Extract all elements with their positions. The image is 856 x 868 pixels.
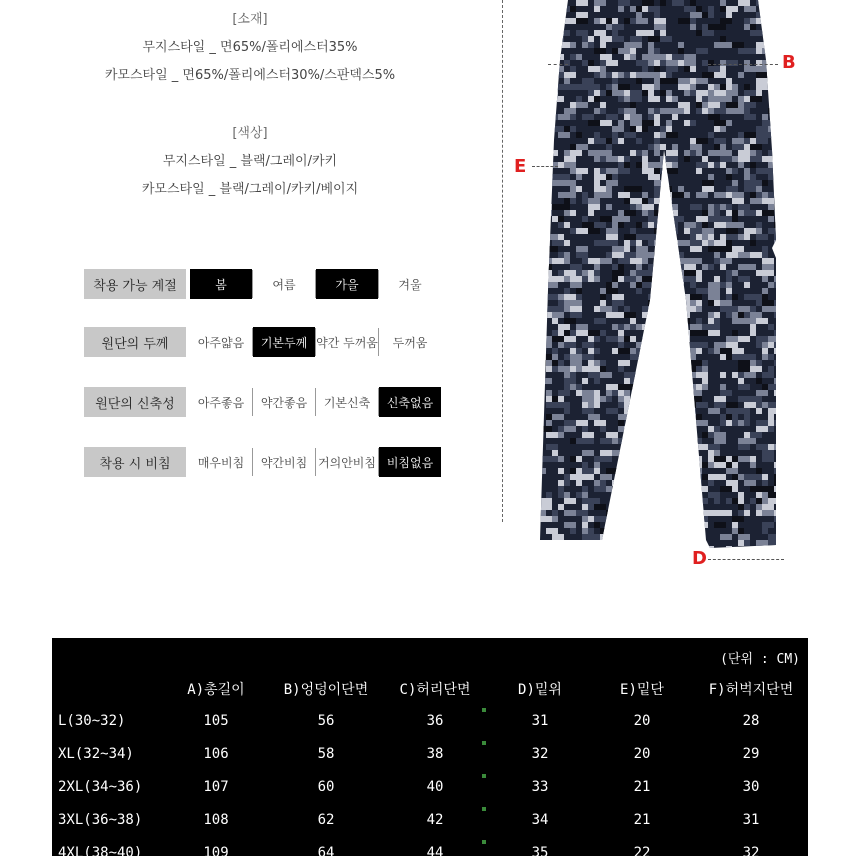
color-section (0, 120, 500, 204)
table-cell: 21 (633, 779, 651, 795)
attribute-row (84, 268, 441, 300)
material-heading: [소재] (232, 12, 268, 27)
table-header-row (52, 674, 808, 704)
table-cell: 20 (633, 713, 651, 729)
option: 매우비침 (197, 455, 245, 470)
measure-line-b-left (548, 64, 568, 65)
marker-b: B (782, 52, 796, 73)
option: 겨울 (398, 277, 422, 292)
table-cell: 44 (426, 845, 444, 861)
row-tick (482, 807, 486, 811)
table-cell: 35 (531, 845, 549, 861)
option: 약간좋음 (260, 395, 308, 410)
table-cell: 28 (742, 713, 760, 729)
color-line: 카모스타일 _ 블랙/그레이/카키/베이지 (141, 182, 359, 197)
table-cell: 2XL(34~36) (58, 779, 143, 795)
attribute-row (84, 446, 441, 478)
option: 아주좋음 (197, 395, 245, 410)
table-cell: 56 (317, 713, 335, 729)
table-cell: L(30~32) (58, 713, 126, 729)
row-tick (482, 708, 486, 712)
color-line: 무지스타일 _ 블랙/그레이/카키 (162, 154, 338, 169)
table-cell: XL(32~34) (58, 746, 134, 762)
material-line: 카모스타일 _ 면65%/폴리에스터30%/스판덱스5% (104, 68, 396, 83)
table-row (52, 772, 808, 802)
option-selected: 비침없음 (379, 447, 441, 477)
option: 거의안비침 (318, 455, 376, 470)
table-cell: 106 (203, 746, 229, 762)
header-cell: B)엉덩이단면 (283, 682, 369, 698)
table-cell: 105 (203, 713, 229, 729)
option: 아주얇음 (197, 335, 245, 350)
material-line: 무지스타일 _ 면65%/폴리에스터35% (142, 40, 358, 55)
table-cell: 3XL(36~38) (58, 812, 143, 828)
option: 두꺼움 (392, 335, 428, 350)
table-cell: 31 (742, 812, 760, 828)
header-cell: D)밑위 (518, 682, 562, 698)
option: 약간비침 (260, 455, 308, 470)
table-cell: 30 (742, 779, 760, 795)
attribute-row (84, 386, 441, 418)
table-cell: 29 (742, 746, 760, 762)
table-row (52, 706, 808, 736)
unit-label: (단위 : CM) (720, 652, 800, 667)
table-row (52, 739, 808, 769)
table-cell: 109 (203, 845, 229, 861)
row-tick (482, 741, 486, 745)
attribute-label: 원단의 두께 (84, 327, 186, 357)
table-row (52, 805, 808, 835)
table-cell: 22 (633, 845, 651, 861)
size-table (52, 638, 808, 861)
option: 기본신축 (323, 395, 371, 410)
table-cell: 4XL(38~40) (58, 845, 143, 861)
header-cell: E)밑단 (620, 682, 664, 698)
marker-e: E (514, 156, 527, 177)
table-cell: 42 (426, 812, 444, 828)
table-row (52, 838, 808, 868)
measure-line-d (708, 559, 784, 560)
table-cell: 40 (426, 779, 444, 795)
table-cell: 34 (531, 812, 549, 828)
header-cell: F)허벅지단면 (708, 682, 794, 698)
table-cell: 107 (203, 779, 229, 795)
table-cell: 36 (426, 713, 444, 729)
table-cell: 20 (633, 746, 651, 762)
measure-line-e (532, 166, 558, 167)
table-cell: 33 (531, 779, 549, 795)
attribute-label: 원단의 신축성 (84, 387, 186, 417)
table-cell: 64 (317, 845, 335, 861)
option: 약간 두꺼움 (316, 335, 378, 350)
table-cell: 32 (742, 845, 760, 861)
marker-d: D (692, 548, 707, 569)
row-tick (482, 840, 486, 844)
option: 여름 (272, 277, 296, 292)
row-tick (482, 774, 486, 778)
option-selected: 가을 (316, 269, 378, 299)
table-cell: 32 (531, 746, 549, 762)
table-cell: 31 (531, 713, 549, 729)
table-cell: 108 (203, 812, 229, 828)
camo-pants-image (540, 0, 780, 548)
table-cell: 62 (317, 812, 335, 828)
table-cell: 60 (317, 779, 335, 795)
material-section (0, 6, 500, 90)
table-cell: 21 (633, 812, 651, 828)
attribute-label: 착용 시 비침 (84, 447, 186, 477)
table-cell: 58 (317, 746, 335, 762)
attribute-row (84, 326, 441, 358)
attribute-label: 착용 가능 계절 (84, 269, 186, 299)
option-selected: 봄 (190, 269, 252, 299)
color-heading: [색상] (232, 126, 268, 141)
measure-line-a (502, 0, 503, 522)
header-cell: C)허리단면 (399, 682, 471, 698)
option-selected: 기본두께 (253, 327, 315, 357)
option-selected: 신축없음 (379, 387, 441, 417)
measure-line-b (708, 64, 778, 65)
table-cell: 38 (426, 746, 444, 762)
header-cell: A)총길이 (187, 682, 245, 698)
